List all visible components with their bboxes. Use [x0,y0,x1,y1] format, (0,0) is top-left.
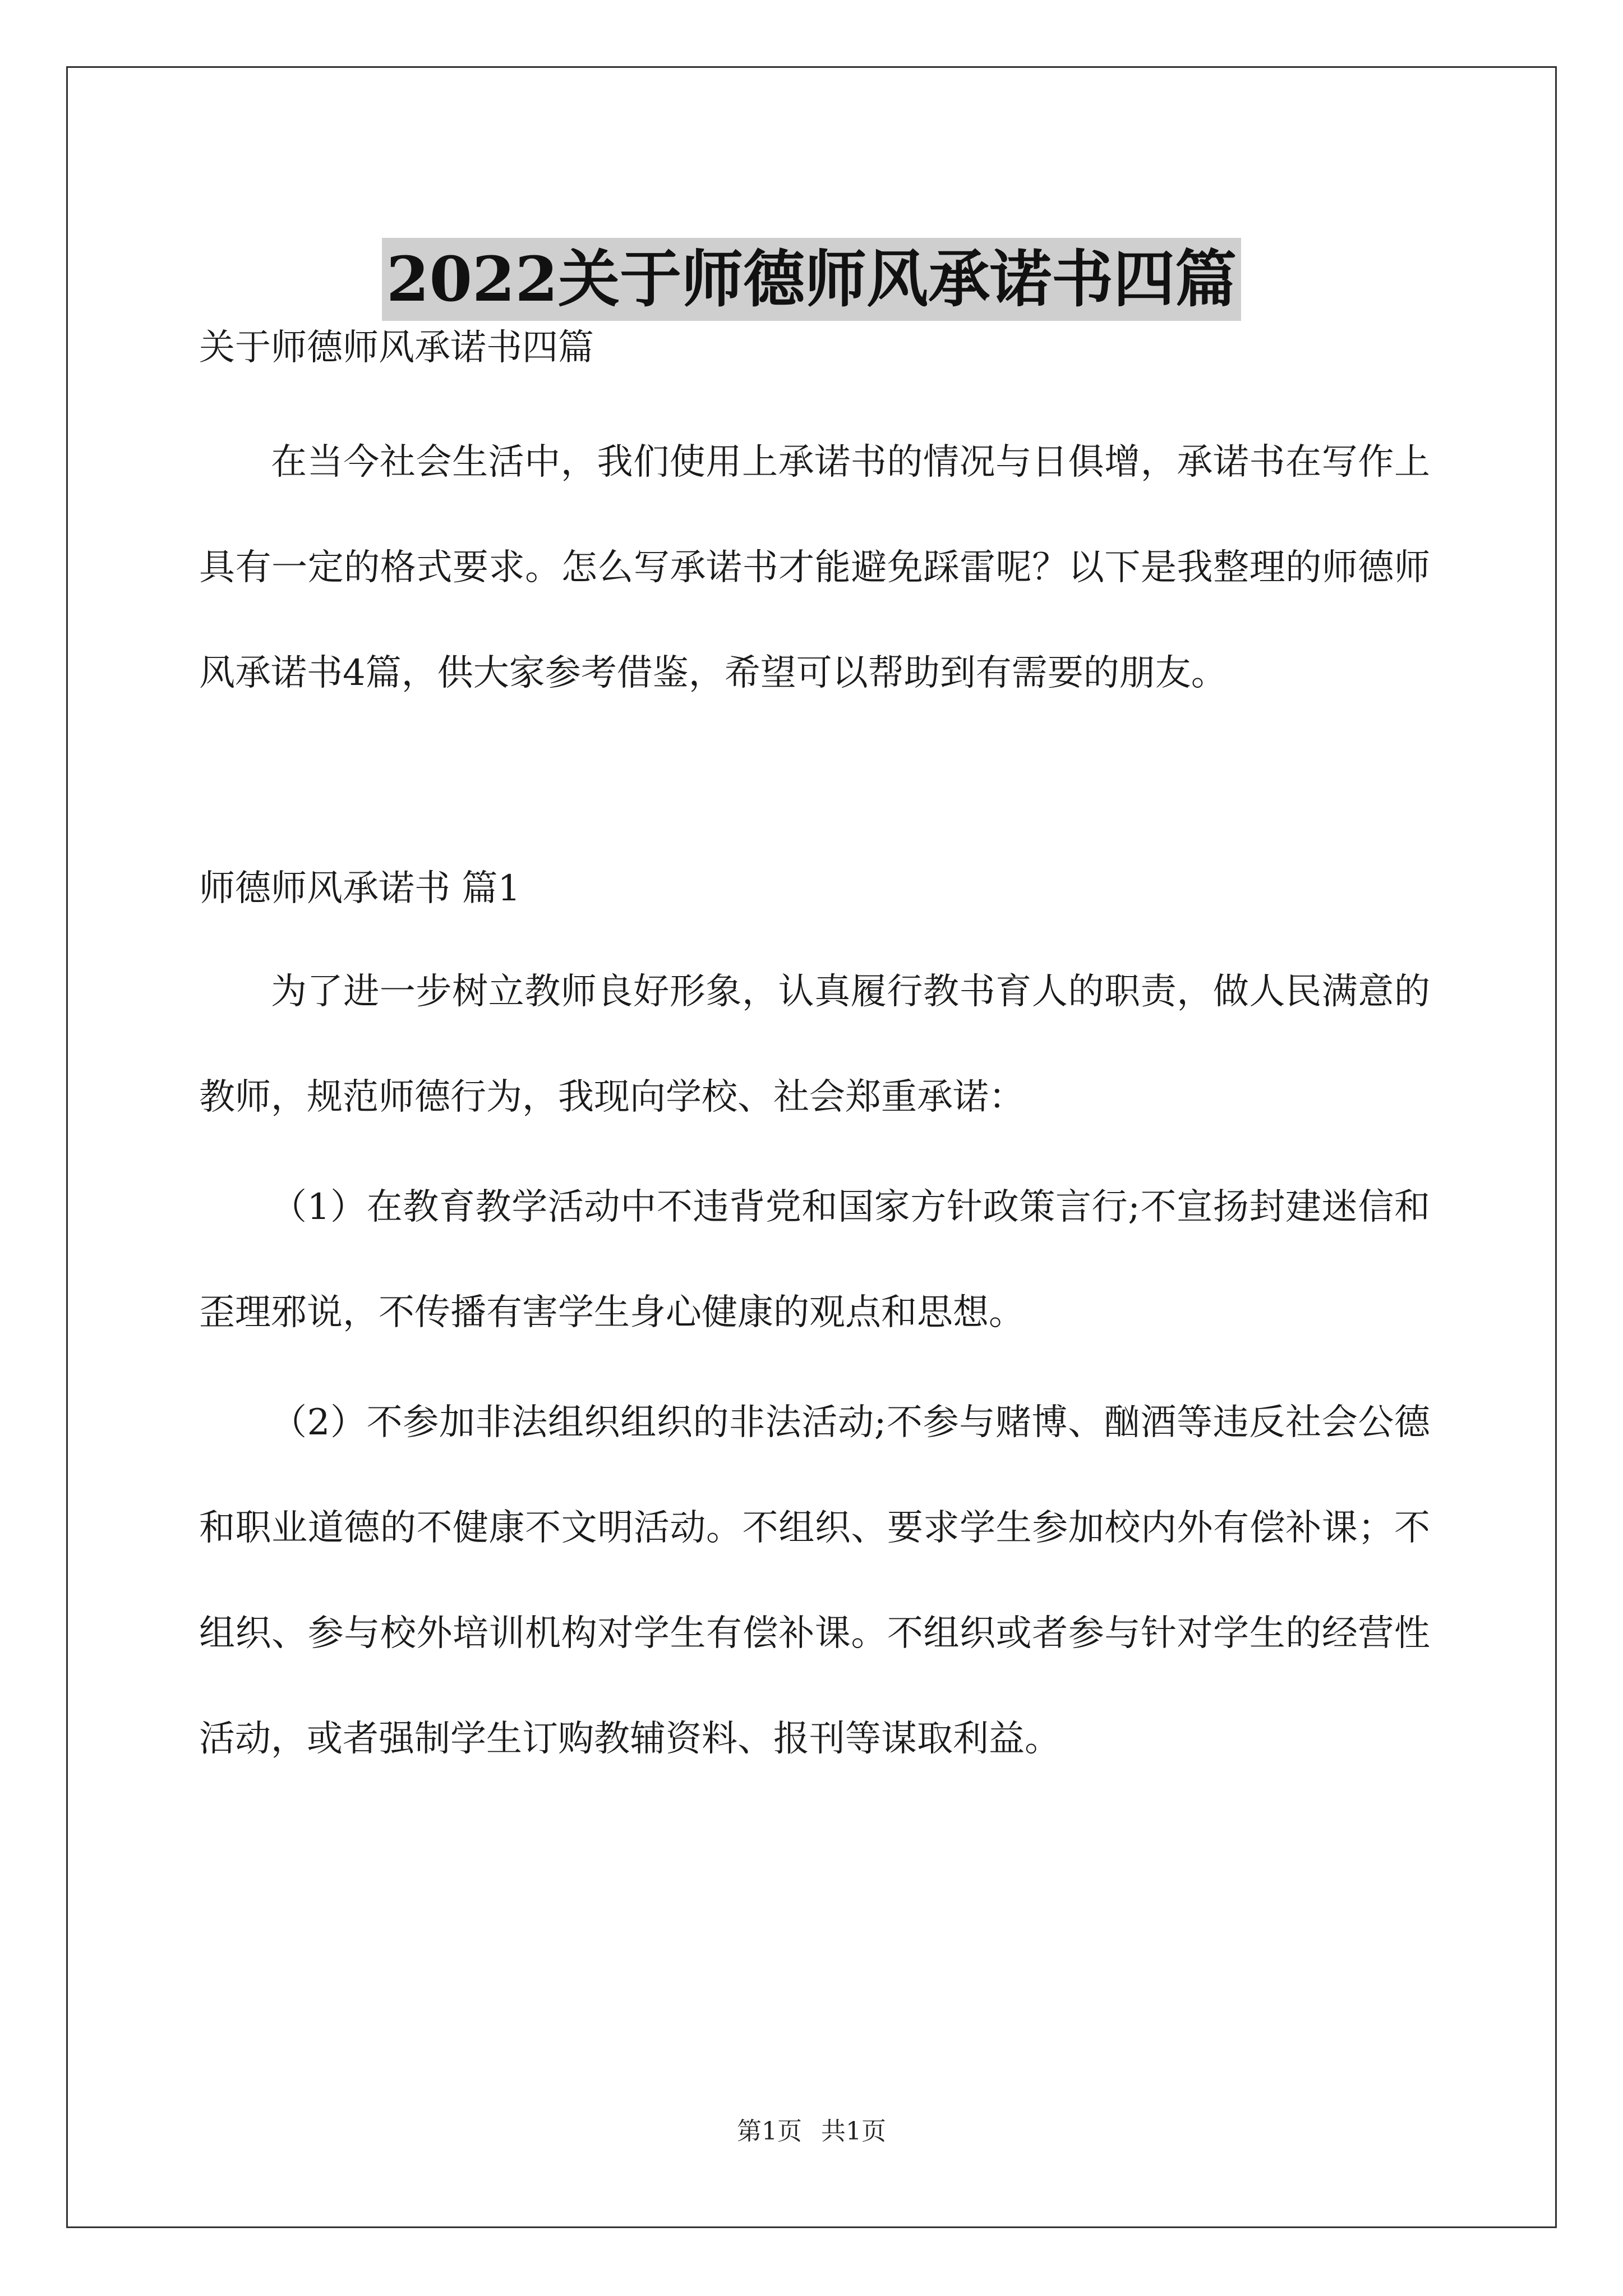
section-paragraph: （2）不参加非法组织组织的非法活动;不参与赌博、酗酒等违反社会公德和职业道德的不健康不文明活动。不组织、要求学生参加校内外有偿补课；不组织、参与校外培训机构对学生有偿补课。不组织或者参与针对学生的经营性活动，或者强制学生订购教辅资料、报刊等谋取利益。 [199,1402,1430,1760]
page-number: 第1页 [737,2117,802,2146]
section-heading: 师德师风承诺书 篇1 [199,868,521,909]
document-body [199,303,1430,1792]
document-title: 2022关于师德师风承诺书四篇 [382,238,1241,321]
section-paragraph: （1）在教育教学活动中不违背党和国家方针政策言行;不宣扬封建迷信和歪理邪说，不传播有害学生身心健康的观点和思想。 [199,1186,1430,1333]
document-subtitle: 关于师德师风承诺书四篇 [199,327,594,369]
page-total: 共1页 [821,2117,886,2146]
section-paragraph: 为了进一步树立教师良好形象，认真履行教书育人的职责，做人民满意的教师，规范师德行为，我现向学校、社会郑重承诺： [199,971,1430,1118]
intro-paragraph: 在当今社会生活中，我们使用上承诺书的情况与日俱增，承诺书在写作上具有一定的格式要求。怎么写承诺书才能避免踩雷呢？以下是我整理的师德师风承诺书4篇，供大家参考借鉴，希望可以帮助到有需要的朋友。 [199,441,1430,694]
page-footer [0,2115,1623,2148]
